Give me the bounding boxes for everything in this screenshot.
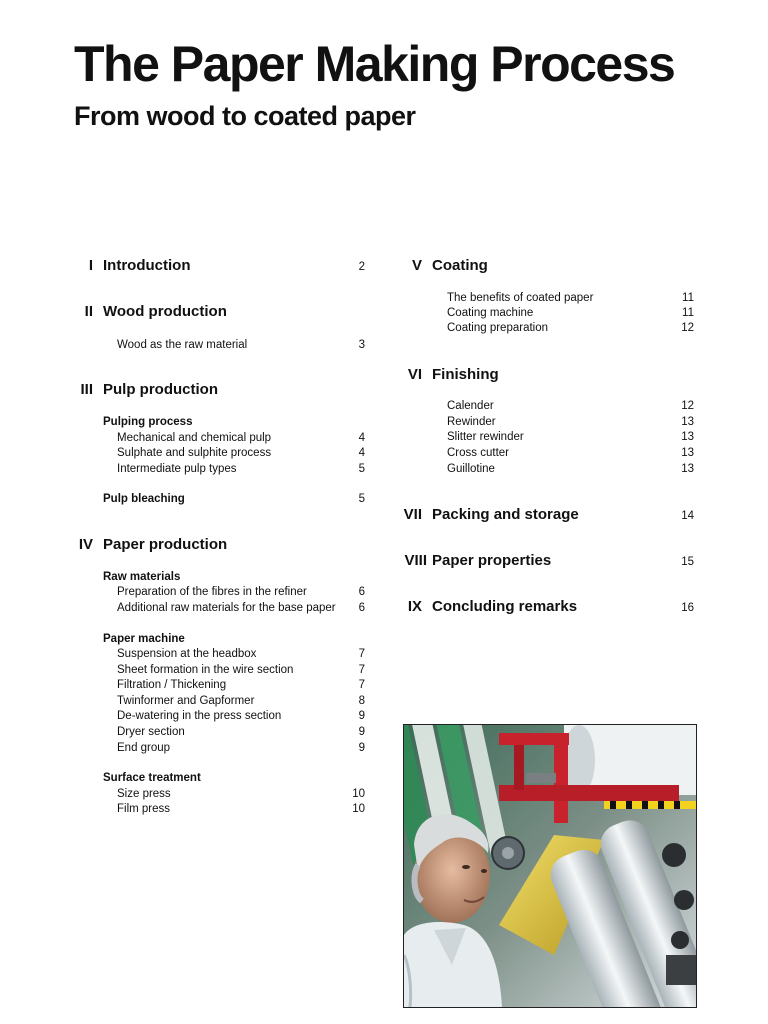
toc-item: De-watering in the press section bbox=[117, 710, 282, 722]
toc-item: Film press bbox=[117, 803, 171, 815]
toc-item: Size press bbox=[117, 788, 171, 800]
toc-item: Wood as the raw material bbox=[117, 339, 248, 351]
section-number: VII bbox=[403, 506, 422, 523]
page-number: 7 bbox=[358, 664, 365, 676]
page-number: 13 bbox=[681, 447, 694, 459]
page-number: 13 bbox=[681, 431, 694, 443]
toc-item: Twinformer and Gapformer bbox=[117, 695, 255, 707]
page-number: 6 bbox=[358, 602, 365, 614]
toc-item: Guillotine bbox=[447, 463, 495, 475]
section-title: Paper production bbox=[103, 536, 228, 553]
toc-item: End group bbox=[117, 742, 171, 754]
page-number: 9 bbox=[358, 726, 365, 738]
toc-item: Sulphate and sulphite process bbox=[117, 447, 272, 459]
section-number: I bbox=[88, 257, 93, 274]
page-number: 16 bbox=[681, 602, 694, 614]
toc-item: Calender bbox=[447, 400, 494, 412]
toc-item: Filtration / Thickening bbox=[117, 679, 227, 691]
toc-subheading: Pulping process bbox=[103, 416, 193, 428]
toc-subheading: Paper machine bbox=[103, 633, 185, 645]
section-number: V bbox=[411, 257, 422, 274]
section-title: Coating bbox=[432, 257, 488, 274]
toc-item: Dryer section bbox=[117, 726, 185, 738]
toc-item: Additional raw materials for the base paper bbox=[117, 602, 336, 614]
page-number: 15 bbox=[681, 556, 694, 568]
toc-item: The benefits of coated paper bbox=[447, 292, 594, 304]
page-number: 9 bbox=[358, 742, 365, 754]
page-number: 12 bbox=[681, 322, 694, 334]
toc-subheading: Raw materials bbox=[103, 571, 181, 583]
paper-machine-photo bbox=[403, 724, 697, 1008]
toc-subheading: Surface treatment bbox=[103, 772, 201, 784]
page-number: 7 bbox=[358, 648, 365, 660]
page-number: 4 bbox=[358, 432, 365, 444]
section-number: VIII bbox=[404, 552, 427, 569]
section-number: IV bbox=[78, 536, 93, 553]
page-number: 5 bbox=[358, 463, 365, 475]
section-title: Packing and storage bbox=[432, 506, 579, 523]
toc-item: Suspension at the headbox bbox=[117, 648, 257, 660]
page-number: 3 bbox=[358, 339, 365, 351]
page-number: 2 bbox=[358, 261, 365, 273]
page-number: 6 bbox=[358, 586, 365, 598]
page-number: 4 bbox=[358, 447, 365, 459]
toc-subheading: Pulp bleaching bbox=[103, 493, 185, 505]
page-number: 10 bbox=[352, 803, 365, 815]
section-title: Pulp production bbox=[103, 381, 218, 398]
section-title: Paper properties bbox=[432, 552, 552, 569]
page-number: 8 bbox=[358, 695, 365, 707]
toc-item: Coating machine bbox=[447, 307, 534, 319]
toc-item: Sheet formation in the wire section bbox=[117, 664, 294, 676]
page-number: 13 bbox=[681, 463, 694, 475]
section-title: Finishing bbox=[432, 366, 499, 383]
page-number: 12 bbox=[681, 400, 694, 412]
page-number: 11 bbox=[682, 307, 694, 319]
section-number: III bbox=[80, 381, 93, 398]
page-subtitle: From wood to coated paper bbox=[74, 101, 416, 131]
page-number: 10 bbox=[352, 788, 365, 800]
page-number: 9 bbox=[358, 710, 365, 722]
page-number: 7 bbox=[358, 679, 365, 691]
page-number: 11 bbox=[682, 292, 694, 304]
page-title: The Paper Making Process bbox=[74, 36, 675, 92]
page-number: 14 bbox=[681, 510, 694, 522]
toc-item: Slitter rewinder bbox=[447, 431, 524, 443]
section-number: IX bbox=[407, 598, 422, 615]
toc-item: Intermediate pulp types bbox=[117, 463, 237, 475]
toc-item: Preparation of the fibres in the refiner bbox=[117, 586, 307, 598]
page-number: 13 bbox=[681, 416, 694, 428]
page-number: 5 bbox=[358, 493, 365, 505]
toc-item: Rewinder bbox=[447, 416, 496, 428]
section-number: II bbox=[84, 303, 93, 320]
section-title: Introduction bbox=[103, 257, 191, 274]
section-title: Wood production bbox=[103, 303, 227, 320]
toc-item: Cross cutter bbox=[447, 447, 509, 459]
section-number: VI bbox=[407, 366, 422, 383]
section-title: Concluding remarks bbox=[432, 598, 578, 615]
toc-item: Mechanical and chemical pulp bbox=[117, 432, 272, 444]
toc-item: Coating preparation bbox=[447, 322, 549, 334]
